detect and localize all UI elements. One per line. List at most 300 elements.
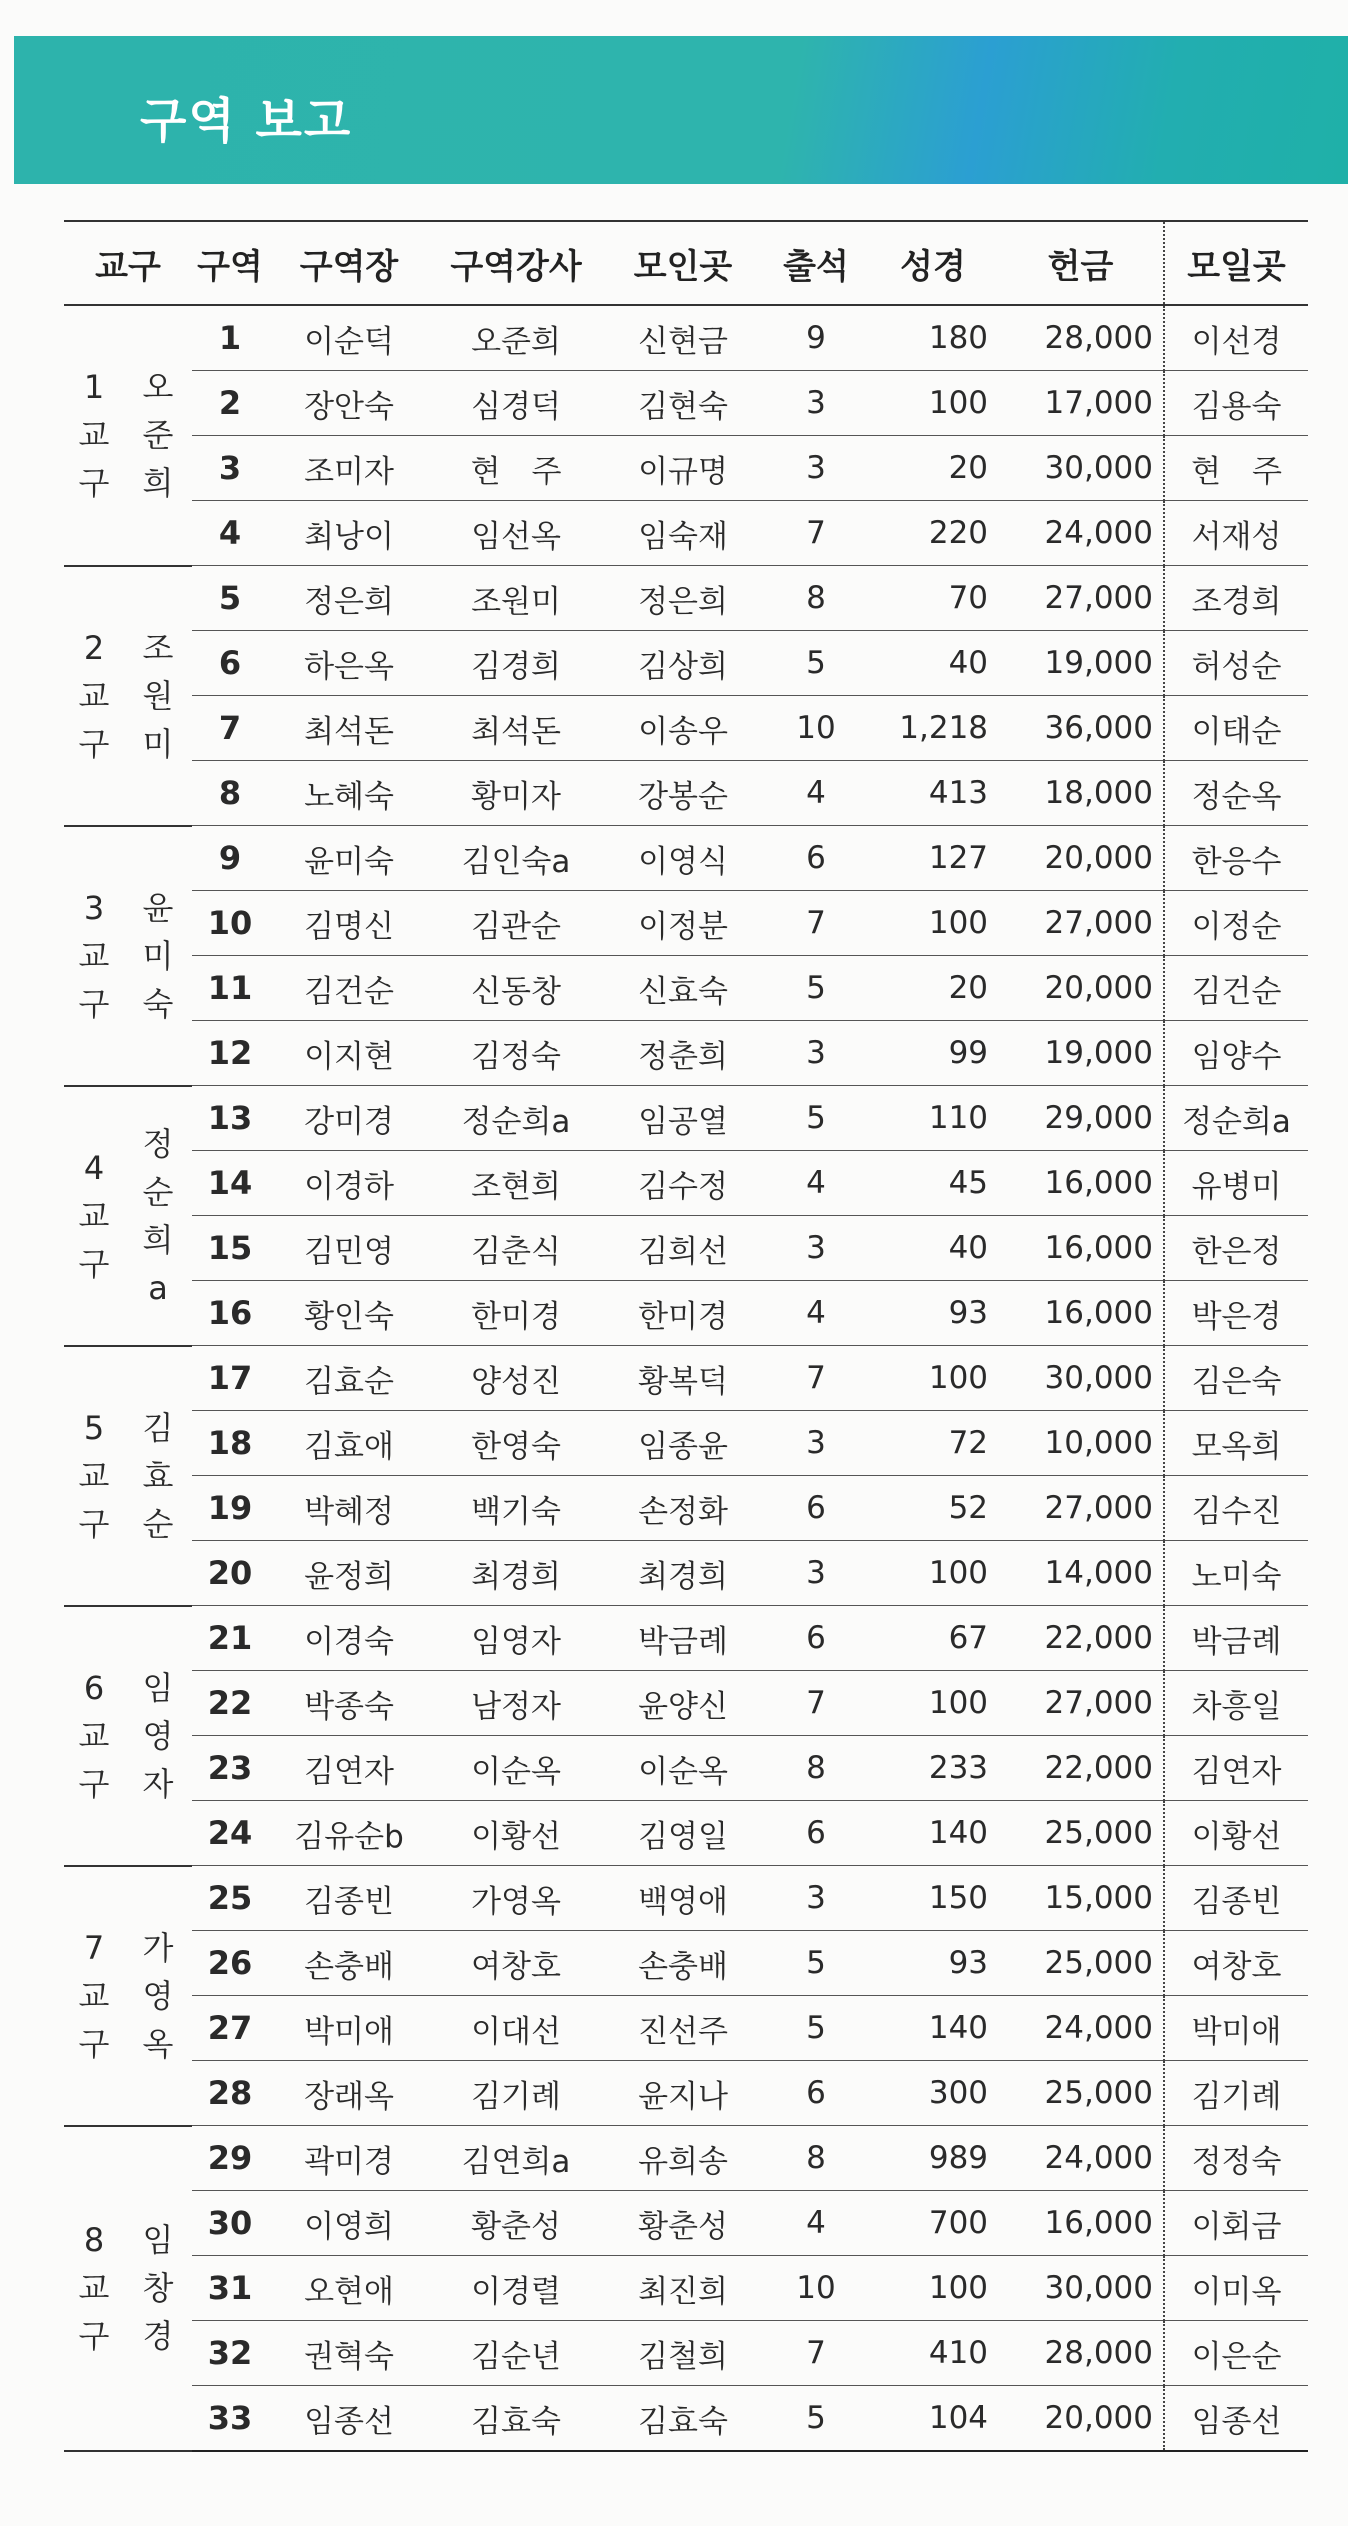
table-row <box>64 1671 1308 1736</box>
gyogu-label <box>64 2126 124 2452</box>
meeting-place: 신효숙 <box>602 956 764 1021</box>
bible-count: 70 <box>868 566 998 631</box>
district-leader: 김연자 <box>268 1736 430 1801</box>
meeting-place: 김현숙 <box>602 371 764 436</box>
meeting-place: 박금례 <box>602 1606 764 1671</box>
attendance: 7 <box>764 1346 868 1411</box>
attendance: 7 <box>764 891 868 956</box>
district-leader: 황인숙 <box>268 1281 430 1346</box>
district-leader: 최석돈 <box>268 696 430 761</box>
table-row <box>64 1086 1308 1151</box>
table-row <box>64 956 1308 1021</box>
district-instructor: 김정숙 <box>430 1021 602 1086</box>
bible-count: 100 <box>868 891 998 956</box>
offering: 27,000 <box>998 891 1164 956</box>
district-instructor: 김연희a <box>430 2126 602 2191</box>
district-number: 6 <box>192 631 268 696</box>
gyogu-leader-text: 조원미 <box>142 628 174 763</box>
next-meeting-place: 조경희 <box>1164 566 1308 631</box>
table-row <box>64 1151 1308 1216</box>
table-row <box>64 761 1308 826</box>
attendance: 6 <box>764 1801 868 1866</box>
next-meeting-place: 임종선 <box>1164 2386 1308 2452</box>
bible-count: 20 <box>868 956 998 1021</box>
table-row <box>64 371 1308 436</box>
attendance: 4 <box>764 2191 868 2256</box>
district-number: 24 <box>192 1801 268 1866</box>
table-row <box>64 1216 1308 1281</box>
gyogu-text: 2교구 <box>78 628 110 763</box>
district-number: 9 <box>192 826 268 891</box>
table-row <box>64 631 1308 696</box>
gyogu-leader <box>124 566 192 826</box>
district-instructor: 이대선 <box>430 1996 602 2061</box>
district-instructor: 현 주 <box>430 436 602 501</box>
district-number: 28 <box>192 2061 268 2126</box>
meeting-place: 최진희 <box>602 2256 764 2321</box>
district-leader: 이영희 <box>268 2191 430 2256</box>
next-meeting-place: 한은정 <box>1164 1216 1308 1281</box>
district-instructor: 조현희 <box>430 1151 602 1216</box>
attendance: 5 <box>764 2386 868 2452</box>
attendance: 7 <box>764 2321 868 2386</box>
district-number: 19 <box>192 1476 268 1541</box>
gyogu-text: 3교구 <box>78 888 110 1023</box>
table-row <box>64 2191 1308 2256</box>
gyogu-leader <box>124 1346 192 1606</box>
district-number: 14 <box>192 1151 268 1216</box>
district-instructor: 양성진 <box>430 1346 602 1411</box>
district-leader: 윤미숙 <box>268 826 430 891</box>
meeting-place: 임종윤 <box>602 1411 764 1476</box>
district-leader: 곽미경 <box>268 2126 430 2191</box>
bible-count: 104 <box>868 2386 998 2452</box>
attendance: 5 <box>764 1086 868 1151</box>
gyogu-label <box>64 826 124 1086</box>
meeting-place: 김상희 <box>602 631 764 696</box>
district-number: 32 <box>192 2321 268 2386</box>
next-meeting-place: 김건순 <box>1164 956 1308 1021</box>
table-row <box>64 1996 1308 2061</box>
header-guyeokgangsa: 구역강사 <box>430 221 602 305</box>
district-leader: 손충배 <box>268 1931 430 1996</box>
next-meeting-place: 박금례 <box>1164 1606 1308 1671</box>
table-row <box>64 1931 1308 1996</box>
attendance: 3 <box>764 1021 868 1086</box>
gyogu-label <box>64 1866 124 2126</box>
next-meeting-place: 이은순 <box>1164 2321 1308 2386</box>
offering: 25,000 <box>998 2061 1164 2126</box>
bible-count: 140 <box>868 1996 998 2061</box>
bible-count: 72 <box>868 1411 998 1476</box>
meeting-place: 이송우 <box>602 696 764 761</box>
meeting-place: 한미경 <box>602 1281 764 1346</box>
next-meeting-place: 김종빈 <box>1164 1866 1308 1931</box>
gyogu-leader-text: 임영자 <box>142 1668 174 1803</box>
gyogu-leader <box>124 2126 192 2452</box>
meeting-place: 이정분 <box>602 891 764 956</box>
district-number: 12 <box>192 1021 268 1086</box>
table-row <box>64 2126 1308 2191</box>
meeting-place: 윤양신 <box>602 1671 764 1736</box>
header-gyogu: 교구 <box>64 221 192 305</box>
meeting-place: 백영애 <box>602 1866 764 1931</box>
district-report-table <box>64 220 1308 2452</box>
gyogu-leader-text: 오준희 <box>142 368 174 503</box>
gyogu-text: 5교구 <box>78 1408 110 1543</box>
next-meeting-place: 서재성 <box>1164 501 1308 566</box>
attendance: 3 <box>764 371 868 436</box>
bible-count: 93 <box>868 1931 998 1996</box>
bible-count: 150 <box>868 1866 998 1931</box>
gyogu-text: 4교구 <box>78 1148 110 1283</box>
header-seonggyeong: 성경 <box>868 221 998 305</box>
bible-count: 100 <box>868 1346 998 1411</box>
next-meeting-place: 김수진 <box>1164 1476 1308 1541</box>
next-meeting-place: 박은경 <box>1164 1281 1308 1346</box>
district-instructor: 김순년 <box>430 2321 602 2386</box>
table-row <box>64 2386 1308 2452</box>
meeting-place: 임숙재 <box>602 501 764 566</box>
next-meeting-place: 차흥일 <box>1164 1671 1308 1736</box>
bible-count: 40 <box>868 631 998 696</box>
gyogu-leader <box>124 1086 192 1346</box>
attendance: 3 <box>764 436 868 501</box>
offering: 19,000 <box>998 1021 1164 1086</box>
table-row <box>64 566 1308 631</box>
district-instructor: 임영자 <box>430 1606 602 1671</box>
district-leader: 오현애 <box>268 2256 430 2321</box>
district-instructor: 이순옥 <box>430 1736 602 1801</box>
attendance: 6 <box>764 1476 868 1541</box>
district-instructor: 조원미 <box>430 566 602 631</box>
attendance: 4 <box>764 1281 868 1346</box>
attendance: 9 <box>764 305 868 371</box>
meeting-place: 김영일 <box>602 1801 764 1866</box>
offering: 16,000 <box>998 1281 1164 1346</box>
table-row <box>64 2256 1308 2321</box>
district-instructor: 한영숙 <box>430 1411 602 1476</box>
district-number: 16 <box>192 1281 268 1346</box>
table-row <box>64 1411 1308 1476</box>
next-meeting-place: 정정숙 <box>1164 2126 1308 2191</box>
district-number: 30 <box>192 2191 268 2256</box>
next-meeting-place: 이태순 <box>1164 696 1308 761</box>
district-instructor: 황미자 <box>430 761 602 826</box>
district-instructor: 심경덕 <box>430 371 602 436</box>
offering: 30,000 <box>998 436 1164 501</box>
district-number: 7 <box>192 696 268 761</box>
district-instructor: 임선옥 <box>430 501 602 566</box>
table-row <box>64 1476 1308 1541</box>
header-guyeokjang: 구역장 <box>268 221 430 305</box>
bible-count: 20 <box>868 436 998 501</box>
district-leader: 임종선 <box>268 2386 430 2452</box>
attendance: 5 <box>764 631 868 696</box>
district-number: 5 <box>192 566 268 631</box>
offering: 22,000 <box>998 1606 1164 1671</box>
next-meeting-place: 김용숙 <box>1164 371 1308 436</box>
table-row <box>64 1606 1308 1671</box>
district-instructor: 신동창 <box>430 956 602 1021</box>
district-number: 4 <box>192 501 268 566</box>
table-row <box>64 1866 1308 1931</box>
meeting-place: 김수정 <box>602 1151 764 1216</box>
next-meeting-place: 유병미 <box>1164 1151 1308 1216</box>
table-row <box>64 305 1308 371</box>
district-number: 20 <box>192 1541 268 1606</box>
bible-count: 180 <box>868 305 998 371</box>
district-number: 25 <box>192 1866 268 1931</box>
offering: 16,000 <box>998 1216 1164 1281</box>
district-leader: 최낭이 <box>268 501 430 566</box>
district-number: 21 <box>192 1606 268 1671</box>
offering: 18,000 <box>998 761 1164 826</box>
offering: 20,000 <box>998 956 1164 1021</box>
district-leader: 박미애 <box>268 1996 430 2061</box>
gyogu-leader-text: 김효순 <box>142 1408 174 1543</box>
district-number: 8 <box>192 761 268 826</box>
district-instructor: 김기례 <box>430 2061 602 2126</box>
offering: 14,000 <box>998 1541 1164 1606</box>
district-number: 18 <box>192 1411 268 1476</box>
bible-count: 67 <box>868 1606 998 1671</box>
attendance: 5 <box>764 1996 868 2061</box>
bible-count: 45 <box>868 1151 998 1216</box>
district-leader: 노혜숙 <box>268 761 430 826</box>
bible-count: 93 <box>868 1281 998 1346</box>
bible-count: 110 <box>868 1086 998 1151</box>
next-meeting-place: 이선경 <box>1164 305 1308 371</box>
offering: 25,000 <box>998 1931 1164 1996</box>
meeting-place: 손충배 <box>602 1931 764 1996</box>
meeting-place: 신현금 <box>602 305 764 371</box>
bible-count: 413 <box>868 761 998 826</box>
gyogu-text: 6교구 <box>78 1668 110 1803</box>
offering: 15,000 <box>998 1866 1164 1931</box>
bible-count: 100 <box>868 371 998 436</box>
district-instructor: 여창호 <box>430 1931 602 1996</box>
table-row <box>64 1541 1308 1606</box>
offering: 25,000 <box>998 1801 1164 1866</box>
district-number: 3 <box>192 436 268 501</box>
meeting-place: 강봉순 <box>602 761 764 826</box>
district-number: 1 <box>192 305 268 371</box>
district-instructor: 최석돈 <box>430 696 602 761</box>
attendance: 10 <box>764 2256 868 2321</box>
gyogu-leader-text: 가영옥 <box>142 1928 174 2063</box>
district-leader: 이경숙 <box>268 1606 430 1671</box>
gyogu-leader-text: 윤미숙 <box>142 888 174 1023</box>
offering: 24,000 <box>998 1996 1164 2061</box>
next-meeting-place: 여창호 <box>1164 1931 1308 1996</box>
district-instructor: 오준희 <box>430 305 602 371</box>
bible-count: 700 <box>868 2191 998 2256</box>
meeting-place: 유희송 <box>602 2126 764 2191</box>
offering: 27,000 <box>998 1476 1164 1541</box>
district-leader: 권혁숙 <box>268 2321 430 2386</box>
next-meeting-place: 이정순 <box>1164 891 1308 956</box>
page-title: 구역 보고 <box>140 93 353 149</box>
offering: 16,000 <box>998 1151 1164 1216</box>
district-leader: 김효애 <box>268 1411 430 1476</box>
header-heongeum: 헌금 <box>998 221 1164 305</box>
offering: 30,000 <box>998 2256 1164 2321</box>
table-row <box>64 1021 1308 1086</box>
offering: 28,000 <box>998 305 1164 371</box>
table-row <box>64 436 1308 501</box>
offering: 10,000 <box>998 1411 1164 1476</box>
meeting-place: 황춘성 <box>602 2191 764 2256</box>
bible-count: 127 <box>868 826 998 891</box>
district-leader: 하은옥 <box>268 631 430 696</box>
attendance: 5 <box>764 956 868 1021</box>
offering: 29,000 <box>998 1086 1164 1151</box>
table-row <box>64 891 1308 956</box>
district-number: 22 <box>192 1671 268 1736</box>
district-instructor: 한미경 <box>430 1281 602 1346</box>
next-meeting-place: 이미옥 <box>1164 2256 1308 2321</box>
table-row <box>64 1801 1308 1866</box>
table-row <box>64 2061 1308 2126</box>
table-row <box>64 826 1308 891</box>
district-leader: 이경하 <box>268 1151 430 1216</box>
district-instructor: 정순희a <box>430 1086 602 1151</box>
bible-count: 100 <box>868 1671 998 1736</box>
attendance: 5 <box>764 1931 868 1996</box>
gyogu-leader <box>124 826 192 1086</box>
next-meeting-place: 박미애 <box>1164 1996 1308 2061</box>
report-body <box>64 305 1308 2451</box>
attendance: 3 <box>764 1541 868 1606</box>
meeting-place: 진선주 <box>602 1996 764 2061</box>
district-leader: 이지현 <box>268 1021 430 1086</box>
district-leader: 장안숙 <box>268 371 430 436</box>
district-leader: 김건순 <box>268 956 430 1021</box>
gyogu-label <box>64 1346 124 1606</box>
attendance: 7 <box>764 501 868 566</box>
district-leader: 김명신 <box>268 891 430 956</box>
district-instructor: 이경렬 <box>430 2256 602 2321</box>
next-meeting-place: 노미숙 <box>1164 1541 1308 1606</box>
attendance: 8 <box>764 1736 868 1801</box>
district-leader: 윤정희 <box>268 1541 430 1606</box>
attendance: 6 <box>764 1606 868 1671</box>
next-meeting-place: 김연자 <box>1164 1736 1308 1801</box>
offering: 36,000 <box>998 696 1164 761</box>
bible-count: 1,218 <box>868 696 998 761</box>
gyogu-leader-text: 정순희a <box>142 1124 174 1307</box>
offering: 16,000 <box>998 2191 1164 2256</box>
district-leader: 조미자 <box>268 436 430 501</box>
meeting-place: 김효숙 <box>602 2386 764 2452</box>
offering: 27,000 <box>998 566 1164 631</box>
next-meeting-place: 현 주 <box>1164 436 1308 501</box>
district-instructor: 최경희 <box>430 1541 602 1606</box>
gyogu-leader <box>124 305 192 566</box>
table-row <box>64 1281 1308 1346</box>
attendance: 6 <box>764 826 868 891</box>
gyogu-text: 1교구 <box>78 368 110 503</box>
gyogu-label <box>64 1086 124 1346</box>
meeting-place: 임공열 <box>602 1086 764 1151</box>
header-chulseok: 출석 <box>764 221 868 305</box>
meeting-place: 이순옥 <box>602 1736 764 1801</box>
next-meeting-place: 모옥희 <box>1164 1411 1308 1476</box>
gyogu-label <box>64 566 124 826</box>
offering: 22,000 <box>998 1736 1164 1801</box>
gyogu-leader <box>124 1866 192 2126</box>
offering: 30,000 <box>998 1346 1164 1411</box>
district-instructor: 백기숙 <box>430 1476 602 1541</box>
next-meeting-place: 임양수 <box>1164 1021 1308 1086</box>
meeting-place: 이규명 <box>602 436 764 501</box>
meeting-place: 정춘희 <box>602 1021 764 1086</box>
meeting-place: 최경희 <box>602 1541 764 1606</box>
district-instructor: 김춘식 <box>430 1216 602 1281</box>
gyogu-leader <box>124 1606 192 1866</box>
district-number: 17 <box>192 1346 268 1411</box>
table-row <box>64 501 1308 566</box>
district-number: 29 <box>192 2126 268 2191</box>
meeting-place: 이영식 <box>602 826 764 891</box>
bible-count: 220 <box>868 501 998 566</box>
attendance: 3 <box>764 1866 868 1931</box>
next-meeting-place: 이황선 <box>1164 1801 1308 1866</box>
offering: 20,000 <box>998 2386 1164 2452</box>
meeting-place: 윤지나 <box>602 2061 764 2126</box>
bible-count: 233 <box>868 1736 998 1801</box>
attendance: 8 <box>764 566 868 631</box>
district-leader: 김유순b <box>268 1801 430 1866</box>
next-meeting-place: 김기례 <box>1164 2061 1308 2126</box>
district-leader: 박종숙 <box>268 1671 430 1736</box>
next-meeting-place: 이회금 <box>1164 2191 1308 2256</box>
offering: 17,000 <box>998 371 1164 436</box>
bible-count: 52 <box>868 1476 998 1541</box>
attendance: 3 <box>764 1216 868 1281</box>
offering: 24,000 <box>998 501 1164 566</box>
next-meeting-place: 허성순 <box>1164 631 1308 696</box>
district-leader: 박혜정 <box>268 1476 430 1541</box>
district-number: 13 <box>192 1086 268 1151</box>
table-row <box>64 696 1308 761</box>
next-meeting-place: 한응수 <box>1164 826 1308 891</box>
gyogu-label <box>64 305 124 566</box>
header-row <box>64 221 1308 305</box>
district-leader: 김효순 <box>268 1346 430 1411</box>
header-guyeok: 구역 <box>192 221 268 305</box>
district-instructor: 김경희 <box>430 631 602 696</box>
table-row <box>64 1346 1308 1411</box>
offering: 27,000 <box>998 1671 1164 1736</box>
district-leader: 장래옥 <box>268 2061 430 2126</box>
offering: 24,000 <box>998 2126 1164 2191</box>
gyogu-text: 7교구 <box>78 1928 110 2063</box>
next-meeting-place: 김은숙 <box>1164 1346 1308 1411</box>
attendance: 4 <box>764 1151 868 1216</box>
district-number: 10 <box>192 891 268 956</box>
bible-count: 99 <box>868 1021 998 1086</box>
header-moilgot: 모일곳 <box>1164 221 1308 305</box>
district-leader: 김종빈 <box>268 1866 430 1931</box>
header-moingot: 모인곳 <box>602 221 764 305</box>
district-instructor: 황춘성 <box>430 2191 602 2256</box>
meeting-place: 손정화 <box>602 1476 764 1541</box>
meeting-place: 김희선 <box>602 1216 764 1281</box>
district-leader: 김민영 <box>268 1216 430 1281</box>
meeting-place: 정은희 <box>602 566 764 631</box>
